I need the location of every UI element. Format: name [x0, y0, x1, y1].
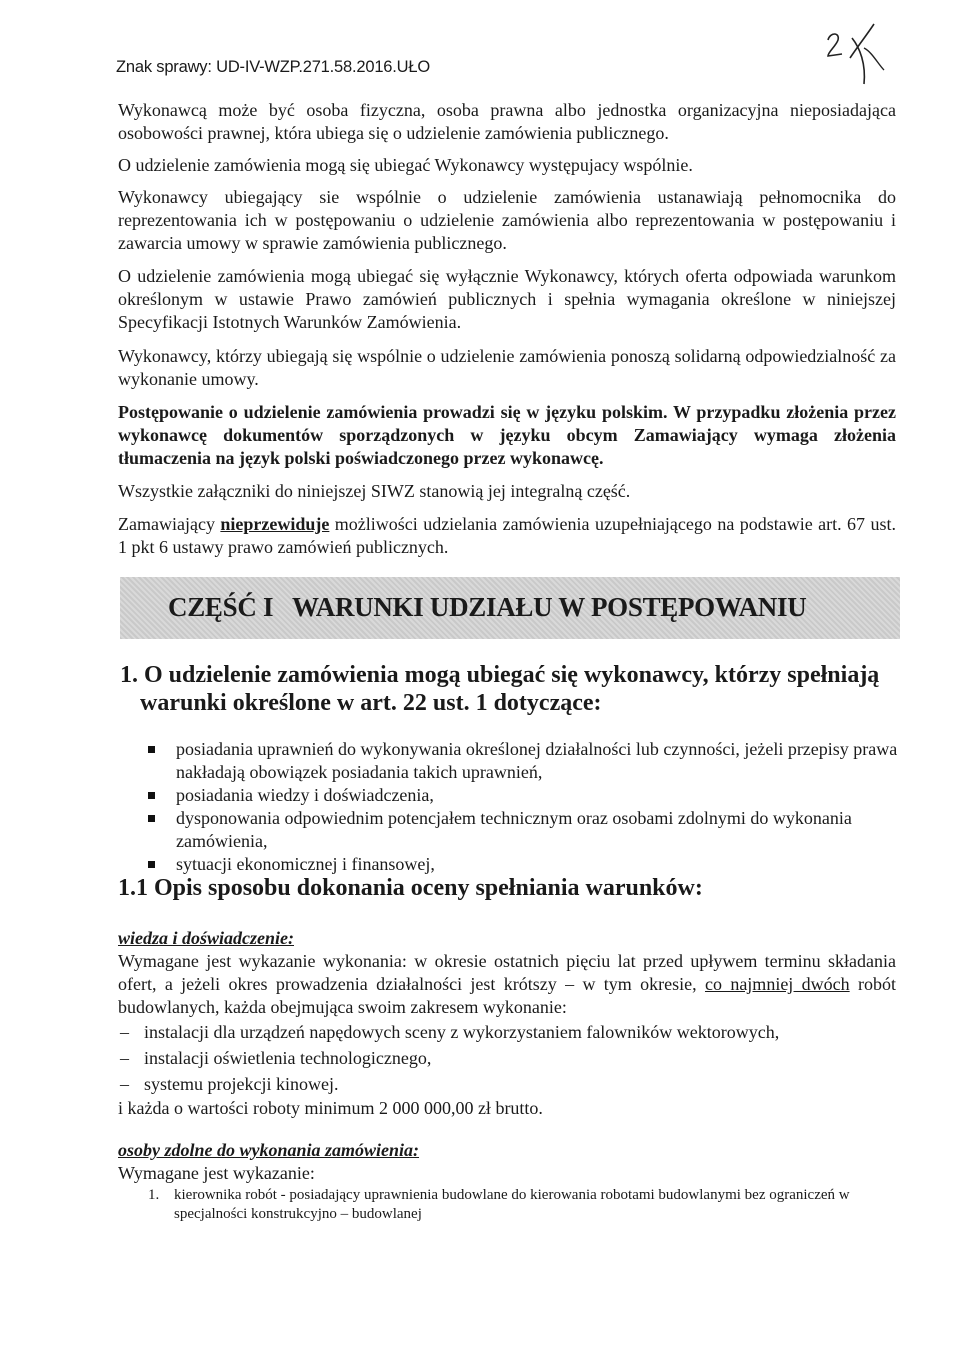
- list-item-text: posiadania wiedzy i doświadczenia,: [176, 785, 434, 805]
- conditions-list: [148, 738, 898, 876]
- paragraph-joint-proxy: Wykonawcy ubiegający sie wspólnie o udzielenie zamówienia ustanawiają pełnomocnika do reprezentowania ich w postępowaniu o udzielenie zamówienia albo reprezentowania w postępowaniu i zawarcia umowy w sprawie zamówienia publicznego.: [118, 187, 896, 253]
- list-item: [118, 1073, 896, 1096]
- dash-bullet-icon: –: [120, 1048, 129, 1068]
- list-item: [148, 784, 898, 807]
- paragraph-language-requirement: Postępowanie o udzielenie zamówienia prowadzi się w języku polskim. W przypadku złożenia przez wykonawcę dokumentów sporządzonych w języku obcym Zamawiający wymaga złożenia tłumaczenia na język polski poświadczonego przez wykonawcę.: [118, 402, 896, 468]
- list-item: [118, 1047, 896, 1070]
- dash-bullet-icon: –: [120, 1074, 129, 1094]
- paragraph-attachments: Wszystkie załączniki do niniejszej SIWZ stanowią jej integralną część.: [118, 481, 631, 501]
- list-item-number: 1.: [148, 1187, 160, 1203]
- handwritten-initials: [820, 18, 890, 88]
- knowledge-label: wiedza i doświadczenie:: [118, 928, 294, 948]
- bullet-square-icon: [148, 746, 155, 753]
- section-banner-title: CZĘŚĆ I WARUNKI UDZIAŁU W POSTĘPOWANIU: [168, 592, 807, 622]
- list-item-text: instalacji dla urządzeń napędowych sceny z wykorzystaniem falowników wektorowych,: [144, 1022, 780, 1042]
- section1-heading-line2: warunki określone w art. 22 ust. 1 dotyczące:: [140, 690, 602, 716]
- dash-bullet-icon: –: [120, 1022, 129, 1042]
- supplementary-text-start: Zamawiający: [118, 514, 221, 534]
- knowledge-text-emphasis: co najmniej dwóch: [704, 974, 850, 994]
- section1-heading-line1: 1. O udzielenie zamówienia mogą ubiegać się wykonawcy, którzy spełniają: [120, 662, 880, 688]
- paragraph-contractor-definition: Wykonawcą może być osoba fizyczna, osoba prawna albo jednostka organizacyjna nieposiadająca osobowości prawnej, która ubiega się o udzielenie zamówienia publicznego.: [118, 100, 896, 143]
- works-scope-list: [118, 1021, 896, 1096]
- knowledge-requirement: [118, 950, 896, 1019]
- list-item-text: dysponowania odpowiednim potencjałem technicznym oraz osobami zdolnymi do wykonania zamówienia,: [176, 808, 852, 851]
- handwritten-signature-icon: [820, 18, 890, 88]
- section1-heading: [120, 661, 910, 717]
- list-item-text: systemu projekcji kinowej.: [144, 1074, 339, 1094]
- paragraph-supplementary-orders: [118, 513, 896, 559]
- list-item: [148, 853, 898, 876]
- bullet-square-icon: [148, 861, 155, 868]
- persons-label: osoby zdolne do wykonania zamówienia:: [118, 1140, 420, 1160]
- list-item-text: sytuacji ekonomicznej i finansowej,: [176, 854, 435, 874]
- list-item: [148, 807, 898, 853]
- bullet-square-icon: [148, 815, 155, 822]
- value-requirement: i każda o wartości roboty minimum 2 000 000,00 zł brutto.: [118, 1098, 543, 1118]
- list-item: [118, 1021, 896, 1044]
- paragraph-joint-application: O udzielenie zamówienia mogą się ubiegać Wykonawcy występujacy wspólnie.: [118, 155, 693, 175]
- section11-heading: 1.1 Opis sposobu dokonania oceny spełniania warunków:: [118, 875, 703, 901]
- knowledge-text-end: robót budowlanych, każda obejmująca swoim zakresem wykonanie:: [118, 974, 896, 1017]
- list-item-text: instalacji oświetlenia technologicznego,: [144, 1048, 432, 1068]
- list-item: [148, 738, 898, 784]
- list-item-text: posiadania uprawnień do wykonywania określonej działalności lub czynności, jeżeli przepisy prawa nakładają obowiązek posiadania takich uprawnień,: [176, 739, 898, 782]
- persons-intro: Wymagane jest wykazanie:: [118, 1163, 315, 1183]
- list-item: [148, 1186, 896, 1224]
- list-item-text: kierownika robót - posiadający uprawnienia budowlane do kierowania robotami budowlanymi bez ograniczeń w specjalności konstrukcyjno – budowlanej: [174, 1187, 850, 1222]
- paragraph-eligibility: O udzielenie zamówienia mogą ubiegać się wyłącznie Wykonawcy, których oferta odpowiada warunkom określonym w ustawie Prawo zamówień publicznych i spełnia wymagania określone w niniejszej Specyfikacji Istotnych Warunków Zamówienia.: [118, 266, 896, 332]
- paragraph-joint-liability: Wykonawcy, którzy ubiegają się wspólnie o udzielenie zamówienia ponoszą solidarną odpowiedzialność za wykonanie umowy.: [118, 346, 896, 389]
- case-number: Znak sprawy: UD-IV-WZP.271.58.2016.UŁO: [116, 58, 430, 76]
- persons-list: [148, 1186, 896, 1224]
- supplementary-text-emphasis: nieprzewiduje: [220, 514, 330, 534]
- supplementary-text-end: możliwości udzielania zamówienia uzupełniającego na podstawie art. 67 ust. 1 pkt 6 ustawy prawo zamówień publicznych.: [118, 514, 896, 557]
- knowledge-text-start: Wymagane jest wykazanie wykonania: w okresie ostatnich pięciu lat przed upływem terminu składania ofert, a jeżeli okres prowadzenia działalności jest krótszy – w tym okresie,: [118, 951, 896, 994]
- bullet-square-icon: [148, 792, 155, 799]
